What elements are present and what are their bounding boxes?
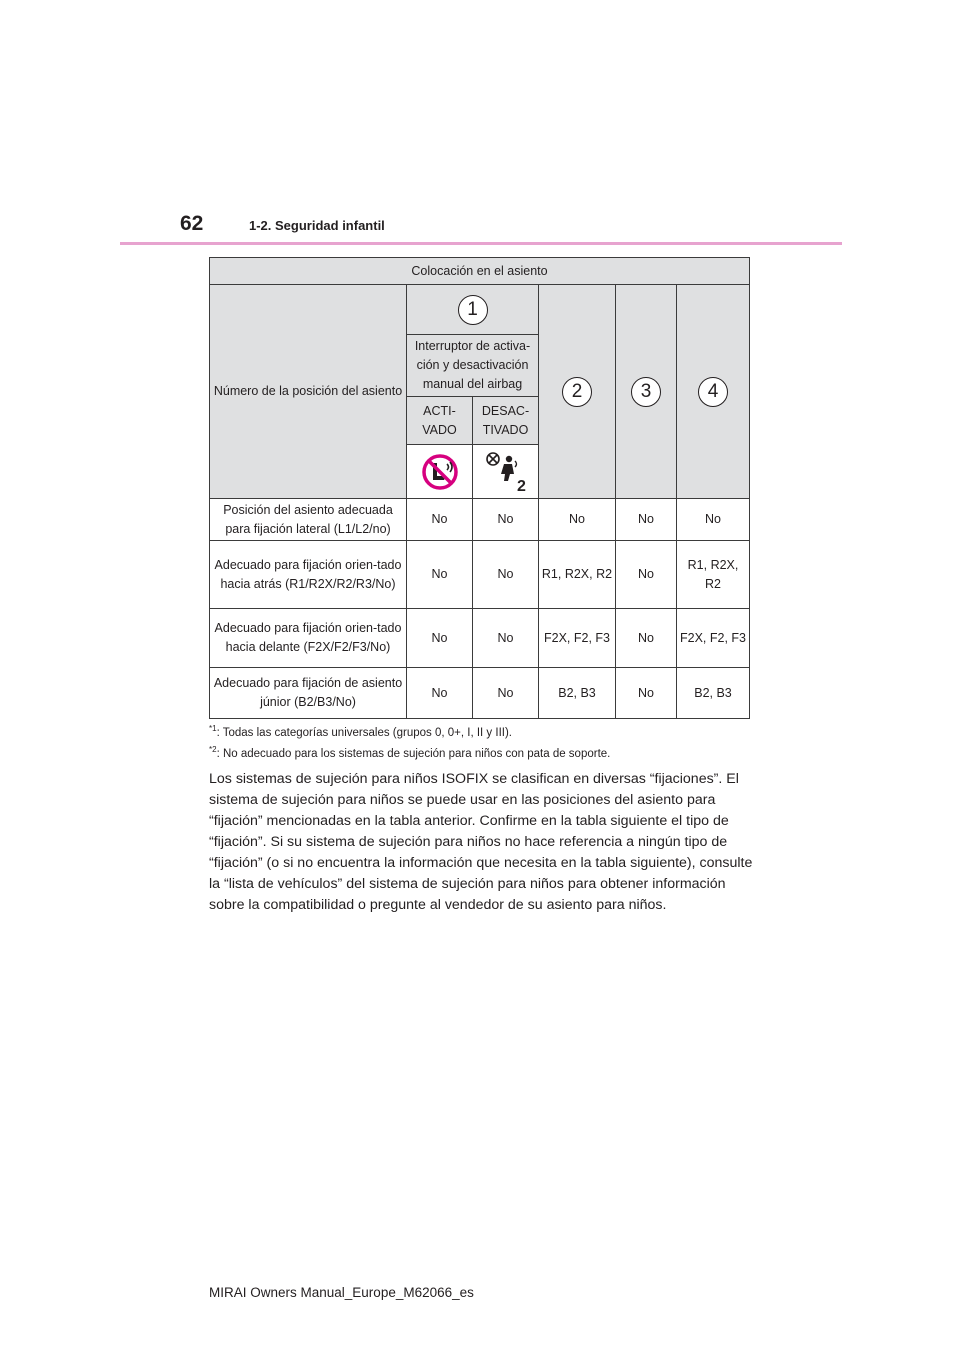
table-cell: No bbox=[616, 541, 677, 609]
activated-header: ACTI-VADO bbox=[407, 397, 473, 445]
airbag-off-passenger-icon bbox=[483, 449, 529, 495]
page-number: 62 bbox=[180, 212, 204, 235]
footnote-text: : Todas las categorías universales (grupos 0, 0+, I, II y III). bbox=[216, 726, 512, 739]
row-label-rear-facing: Adecuado para fijación orien-tado hacia atrás (R1/R2X/R2/R3/No) bbox=[210, 541, 407, 609]
table-cell: No bbox=[616, 499, 677, 541]
table-cell: R1, R2X, R2 bbox=[677, 541, 750, 609]
document-footer: MIRAI Owners Manual_Europe_M62066_es bbox=[209, 1285, 474, 1300]
seat-4-header bbox=[677, 285, 750, 499]
table-cell: F2X, F2, F3 bbox=[539, 609, 616, 668]
header-rule bbox=[120, 242, 842, 245]
table-cell: No bbox=[407, 668, 473, 719]
table-cell: No bbox=[473, 499, 539, 541]
seat-2-header bbox=[539, 285, 616, 499]
airbag-switch-header: Interruptor de activa-ción y desactivación manual del airbag bbox=[407, 335, 539, 397]
no-child-seat-airbag-icon-cell bbox=[407, 445, 473, 499]
table-cell: No bbox=[407, 499, 473, 541]
table-cell: No bbox=[473, 541, 539, 609]
table-cell: No bbox=[407, 609, 473, 668]
row-label-lateral: Posición del asiento adecuada para fijación lateral (L1/L2/no) bbox=[210, 499, 407, 541]
row-label-forward-facing: Adecuado para fijación orien-tado hacia delante (F2X/F2/F3/No) bbox=[210, 609, 407, 668]
body-paragraph: Los sistemas de sujeción para niños ISOFIX se clasifican en diversas “fijaciones”. El sistema de sujeción para niños se puede usar en las posiciones del asiento para “fijación” mencionadas en la tabla anterior. Confirme en la tabla siguiente el tipo de “fijación”. Si su sistema de sujeción para niños no hace referencia a ningún tipo de “fijación” (o si no encuentra la información que necesita en la tabla siguiente), consulte la “lista de vehículos” del sistema de sujeción para niños para obtener información sobre la compatibilidad o pregunte al vendedor de su asiento para niños. bbox=[209, 771, 753, 913]
footnote-mark: *1 bbox=[209, 724, 217, 733]
row-label-booster: Adecuado para fijación de asiento júnior (B2/B3/No) bbox=[210, 668, 407, 719]
footnote-text: : No adecuado para los sistemas de sujeción para niños con pata de soporte. bbox=[216, 747, 611, 760]
table-cell: No bbox=[616, 668, 677, 719]
table-cell: No bbox=[616, 609, 677, 668]
table-cell: No bbox=[473, 609, 539, 668]
footnote-1 bbox=[209, 724, 512, 739]
table-cell: No bbox=[473, 668, 539, 719]
seat-number-2: 2 bbox=[562, 377, 592, 407]
table-cell: R1, R2X, R2 bbox=[539, 541, 616, 609]
seat-3-header bbox=[616, 285, 677, 499]
table-cell: F2X, F2, F3 bbox=[677, 609, 750, 668]
row-header-seat-number: Número de la posición del asiento bbox=[210, 285, 407, 499]
table-title: Colocación en el asiento bbox=[210, 258, 750, 285]
seat-number-3: 3 bbox=[631, 377, 661, 407]
seat-number-1: 1 bbox=[458, 295, 488, 325]
table-cell: B2, B3 bbox=[677, 668, 750, 719]
seat-number-4: 4 bbox=[698, 377, 728, 407]
seating-position-table bbox=[209, 257, 750, 719]
section-title: 1-2. Seguridad infantil bbox=[249, 218, 385, 233]
deactivated-header: DESAC-TIVADO bbox=[473, 397, 539, 445]
no-child-seat-airbag-icon bbox=[420, 452, 460, 492]
table-cell: No bbox=[539, 499, 616, 541]
table-cell: B2, B3 bbox=[539, 668, 616, 719]
footnote-mark: *2 bbox=[209, 745, 217, 754]
footnote-2 bbox=[209, 745, 610, 760]
seat-1-header bbox=[407, 285, 539, 335]
svg-text:2: 2 bbox=[516, 477, 526, 495]
table-cell: No bbox=[677, 499, 750, 541]
airbag-off-passenger-icon-cell bbox=[473, 445, 539, 499]
table-cell: No bbox=[407, 541, 473, 609]
